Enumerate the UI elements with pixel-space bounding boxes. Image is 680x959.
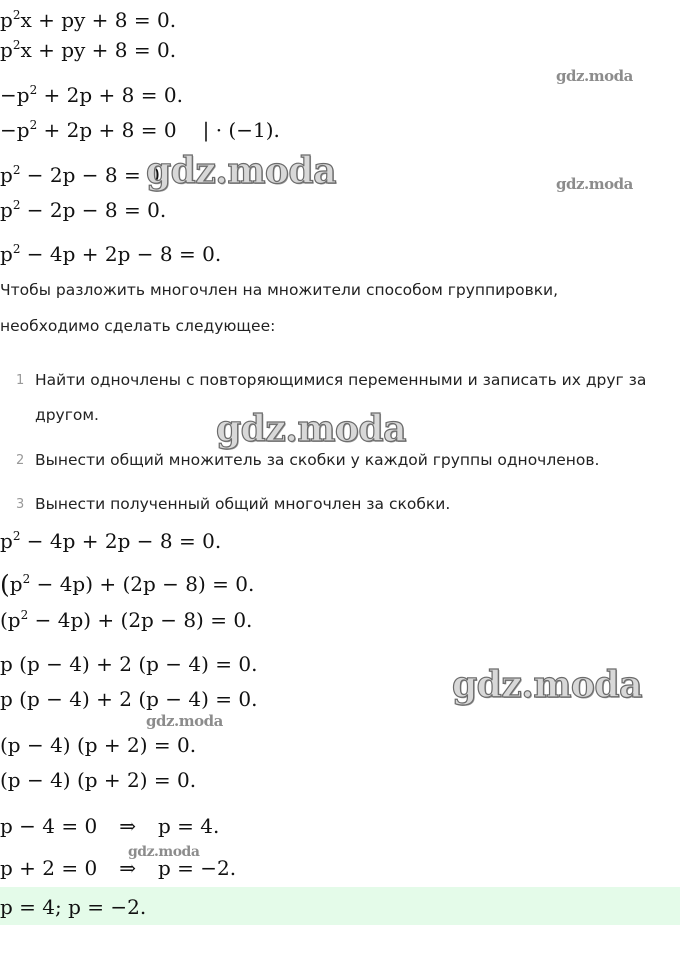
equation-line: $p^2x$ + py + 8 = 0. xyxy=(0,8,177,32)
equation-line: $p^2x$ + py + 8 = 0. xyxy=(0,38,177,62)
watermark: gdz.moda xyxy=(128,844,200,860)
equation-line: $-p^2 + 2p + 8 = 0$ | · (−1). xyxy=(0,118,280,142)
step-text: Вынести полученный общий многочлен за скобки. xyxy=(35,495,451,513)
equation-line: $p^2 - 4p + 2p - 8 = 0$. xyxy=(0,242,222,266)
watermark: gdz.moda xyxy=(556,175,633,193)
equation-line: $-p^2 + 2p + 8 = 0$. xyxy=(0,83,183,107)
equation-line: $(p^2 - 4p) + (2p - 8) = 0$. xyxy=(0,608,253,632)
step-number: 2 xyxy=(16,453,25,468)
step-number: 3 xyxy=(16,497,25,512)
watermark: gdz.moda xyxy=(556,67,633,85)
equation-line: $(p^2 - 4p) + (2p - 8) = 0$. xyxy=(0,570,255,599)
equation-line: (p − 4) (p + 2) = 0. xyxy=(0,733,197,757)
equation-line: $p^2 - 2p - 8 = 0$. xyxy=(0,163,167,187)
watermark: gdz.moda xyxy=(216,408,406,450)
watermark: gdz.moda xyxy=(146,712,223,730)
watermark: gdz.moda xyxy=(146,150,336,192)
watermark: gdz.moda xyxy=(452,664,642,706)
equation-line: p (p − 4) + 2 (p − 4) = 0. xyxy=(0,687,258,711)
step-text: Вынести общий множитель за скобки у каждой группы одночленов. xyxy=(35,451,600,469)
equation-line: (p − 4) (p + 2) = 0. xyxy=(0,768,197,792)
explanation-text: Чтобы разложить многочлен на множители способом группировки, xyxy=(0,281,559,299)
explanation-text: необходимо сделать следующее: xyxy=(0,317,276,335)
equation-line: p − 4 = 0 ⇒ p = 4. xyxy=(0,814,220,838)
equation-line: $p^2 - 2p - 8 = 0$. xyxy=(0,198,167,222)
equation-line: p (p − 4) + 2 (p − 4) = 0. xyxy=(0,652,258,676)
step-text: Найти одночлены с повторяющимися переменными и записать их друг за xyxy=(35,371,647,389)
step-number: 1 xyxy=(16,373,25,388)
step-text: другом. xyxy=(35,406,99,424)
equation-line: p + 2 = 0 ⇒ p = −2. xyxy=(0,856,237,880)
answer-line: p = 4; p = −2. xyxy=(0,895,147,919)
equation-line: $p^2 - 4p + 2p - 8 = 0$. xyxy=(0,529,222,553)
